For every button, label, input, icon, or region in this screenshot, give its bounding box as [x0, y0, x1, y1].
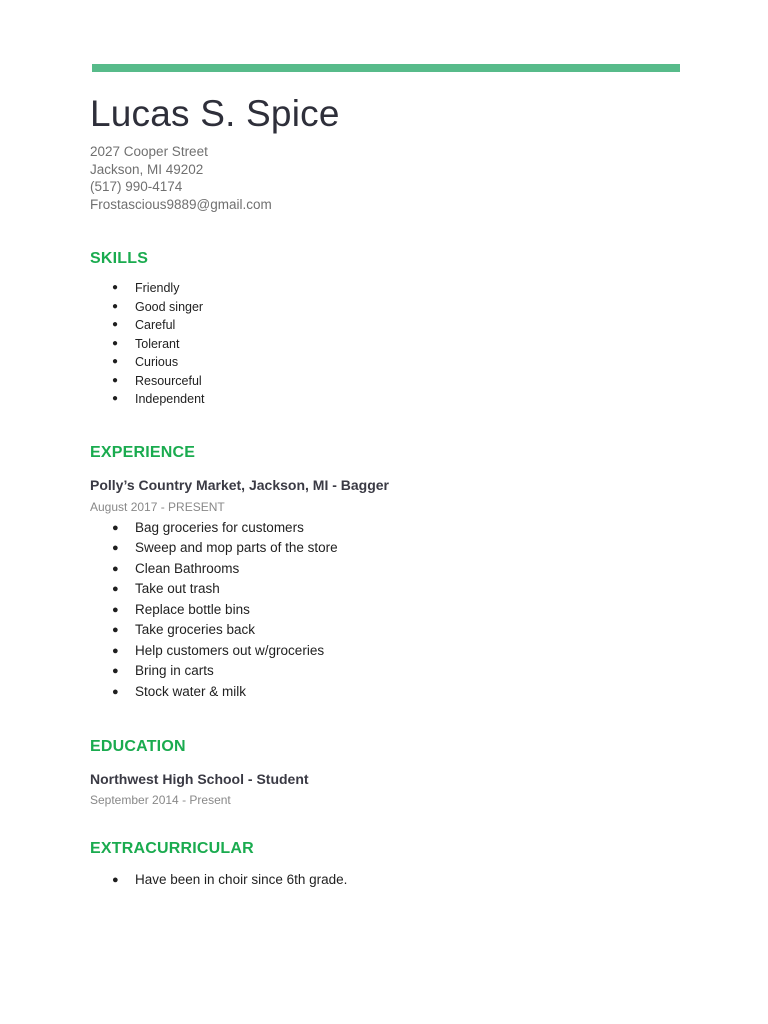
experience-list — [90, 518, 690, 703]
list-item: ● Have been in choir since 6th grade. — [90, 870, 690, 891]
accent-bar — [92, 64, 680, 72]
list-item: ● Resourceful — [90, 372, 690, 391]
bullet-icon: ● — [112, 562, 119, 575]
list-item: ● Take out trash — [90, 579, 690, 600]
list-item: ● Independent — [90, 390, 690, 409]
bullet-icon: ● — [112, 374, 119, 386]
contact-info — [90, 143, 690, 213]
school-name: Northwest High School - Student — [90, 771, 309, 787]
bullet-icon: ● — [112, 319, 119, 330]
section-title-education: EDUCATION — [90, 738, 186, 755]
bullet-icon: ● — [112, 542, 119, 554]
list-item: ● Replace bottle bins — [90, 600, 690, 621]
list-item: ● Help customers out w/groceries — [90, 641, 690, 662]
education-date: September 2014 - Present — [90, 793, 231, 807]
section-title-experience: EXPERIENCE — [90, 443, 196, 461]
bullet-icon: ● — [112, 644, 119, 657]
list-item: ● Stock water & milk — [90, 682, 690, 703]
bullet-icon: ● — [112, 393, 119, 404]
candidate-name: Lucas S. Spice — [90, 93, 340, 134]
section-title-extracurricular: EXTRACURRICULAR — [90, 840, 254, 857]
bullet-icon: ● — [112, 521, 119, 534]
bullet-icon: ● — [112, 300, 119, 312]
bullet-icon: ● — [112, 337, 119, 349]
bullet-icon: ● — [112, 624, 119, 636]
list-item: ● Tolerant — [90, 335, 690, 354]
resume-document — [90, 92, 690, 891]
address-city: Jackson, MI 49202 — [90, 161, 204, 177]
bullet-icon: ● — [112, 665, 119, 677]
bullet-icon: ● — [112, 603, 119, 616]
list-item: ● Curious — [90, 353, 690, 372]
list-item: ● Careful — [90, 316, 690, 335]
list-item: ● Good singer — [90, 298, 690, 317]
bullet-icon: ● — [112, 685, 119, 698]
list-item: ● Clean Bathrooms — [90, 559, 690, 580]
bullet-icon: ● — [112, 282, 119, 293]
bullet-icon: ● — [112, 874, 119, 886]
list-item: ● Bring in carts — [90, 661, 690, 682]
skills-list — [90, 279, 690, 409]
bullet-icon: ● — [112, 356, 119, 367]
bullet-icon: ● — [112, 583, 119, 595]
email-address: Frostascious9889@gmail.com — [90, 196, 272, 212]
address-street: 2027 Cooper Street — [90, 144, 208, 159]
job-date: August 2017 - PRESENT — [90, 499, 225, 514]
list-item: ● Friendly — [90, 279, 690, 298]
section-title-skills: SKILLS — [90, 250, 149, 267]
extracurricular-list — [90, 870, 690, 891]
list-item: ● Sweep and mop parts of the store — [90, 538, 690, 559]
job-title: Polly’s Country Market, Jackson, MI - Bagger — [90, 476, 390, 493]
phone-number: (517) 990-4174 — [90, 179, 183, 194]
list-item: ● Take groceries back — [90, 620, 690, 641]
list-item: ● Bag groceries for customers — [90, 518, 690, 539]
